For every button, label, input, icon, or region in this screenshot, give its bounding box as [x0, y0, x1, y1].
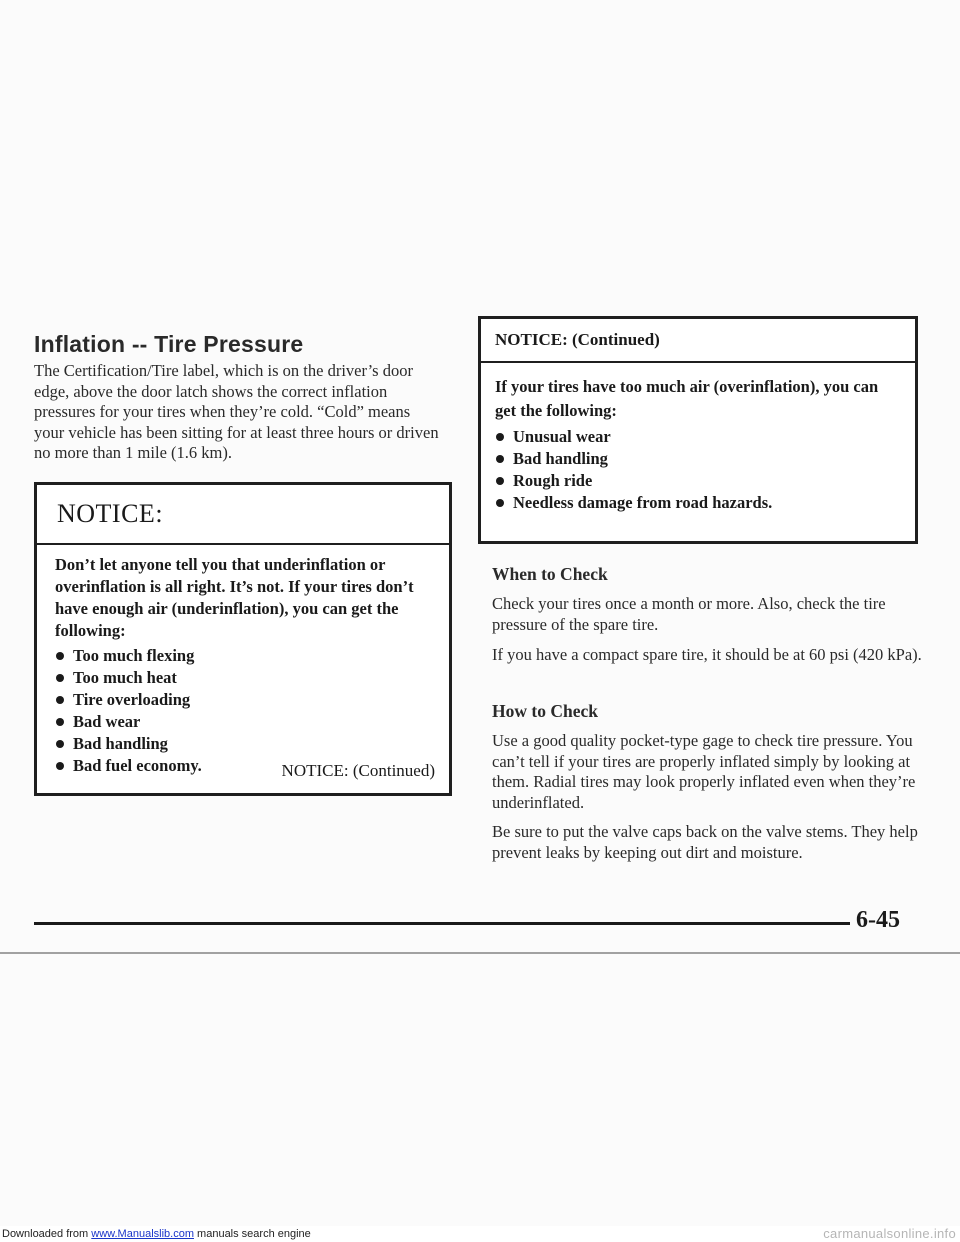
footer-prefix: Downloaded from [2, 1228, 89, 1240]
download-footer-text [2, 1228, 311, 1240]
manualslib-link[interactable]: www.Manualslib.com [91, 1228, 194, 1240]
list-item: Tire overloading [55, 689, 431, 711]
notice-text: Don’t let anyone tell you that underinflation or overinflation is all right. It’s not. If your tires don’t have enough air (underinflation), you can get the following: [55, 555, 414, 640]
scan-edge-line [0, 952, 960, 954]
notice-body [37, 545, 449, 777]
list-item: Needless damage from road hazards. [495, 492, 901, 514]
notice-text: If your tires have too much air (overinflation), you can get the following: [495, 377, 879, 420]
watermark: carmanualsonline.info [823, 1226, 956, 1241]
notice-body [481, 363, 915, 514]
list-item: Bad handling [495, 448, 901, 470]
list-item: Bad wear [55, 711, 431, 733]
page-number: 6-45 [856, 907, 900, 933]
when-paragraph-1: Check your tires once a month or more. Also, check the tire pressure of the spare tire. [492, 594, 886, 634]
notice-heading: NOTICE: [37, 485, 449, 545]
list-item: Too much heat [55, 667, 431, 689]
how-paragraph-2: Be sure to put the valve caps back on the valve stems. They help prevent leaks by keeping out dirt and moisture. [492, 822, 918, 862]
list-item: Rough ride [495, 470, 901, 492]
footer-rule [34, 922, 850, 925]
intro-paragraph: The Certification/Tire label, which is on the driver’s door edge, above the door latch shows the correct inflation pressures for your tires when they’re cold. “Cold” means your vehicle has been sitting for at least three hours or driven no more than 1 mile (1.6 km). [34, 361, 439, 462]
notice-box-left [34, 482, 452, 796]
when-to-check-heading: When to Check [492, 564, 608, 584]
how-paragraph-1: Use a good quality pocket-type gage to check tire pressure. You can’t tell if your tires are properly inflated simply by looking at them. Radial tires may look properly inflated even when they’re underinflated. [492, 731, 916, 812]
notice-continued-heading: NOTICE: (Continued) [481, 319, 915, 363]
notice-box-right [478, 316, 918, 544]
section-title: Inflation -- Tire Pressure [34, 331, 304, 357]
list-item: Too much flexing [55, 645, 431, 667]
footer-suffix: manuals search engine [197, 1228, 311, 1240]
list-item: Bad fuel economy. [55, 755, 431, 777]
notice-continued-label: NOTICE: (Continued) [281, 761, 435, 780]
how-to-check-heading: How to Check [492, 701, 598, 721]
list-item: Bad handling [55, 733, 431, 755]
notice-bullet-list [495, 426, 901, 514]
list-item: Unusual wear [495, 426, 901, 448]
notice-bullet-list [55, 645, 431, 777]
when-paragraph-2: If you have a compact spare tire, it should be at 60 psi (420 kPa). [492, 645, 922, 664]
